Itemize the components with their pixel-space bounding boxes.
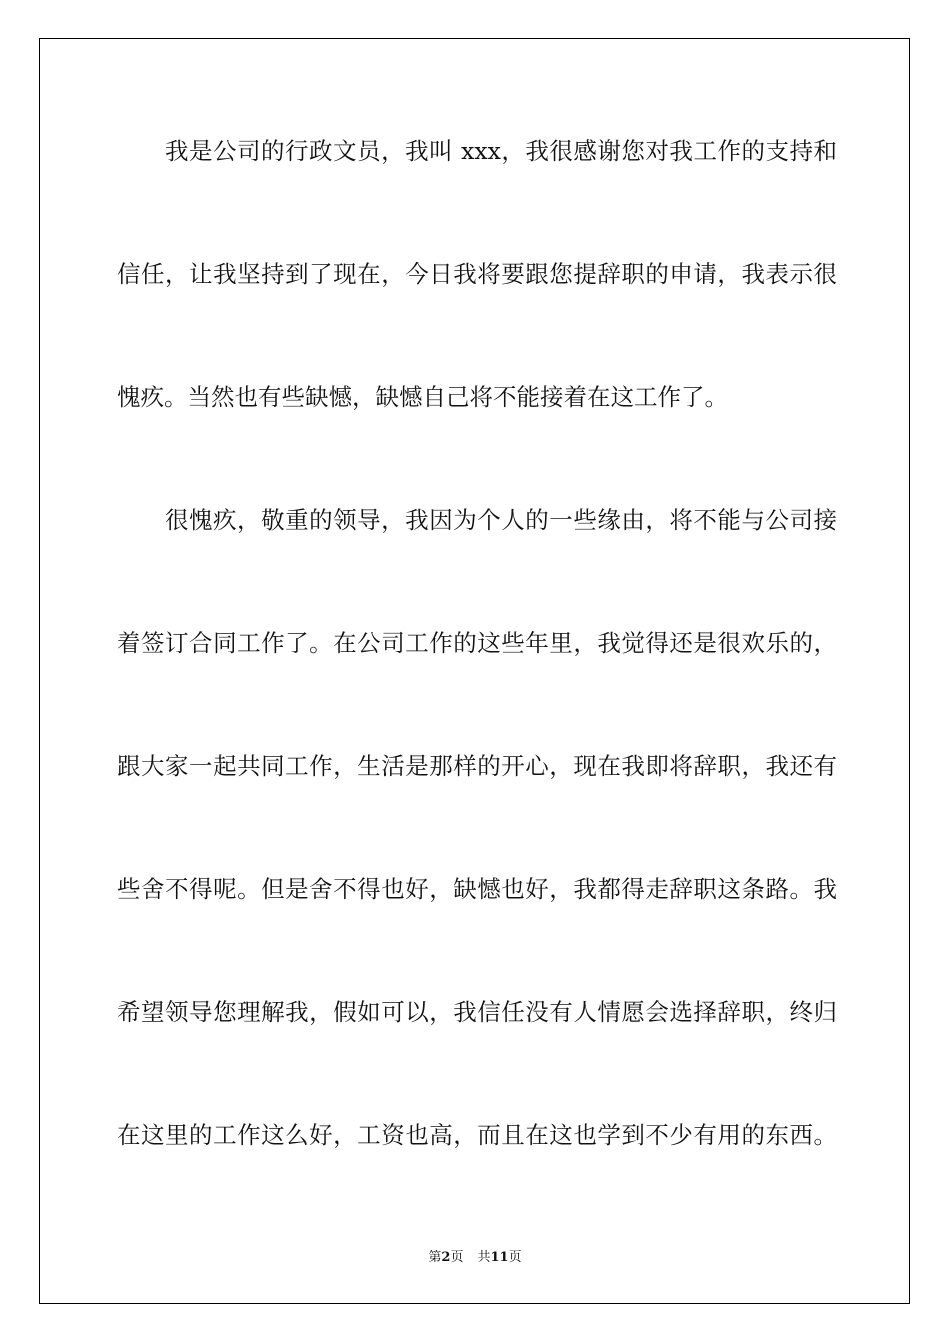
total-suffix: 页 [508, 1250, 522, 1265]
paragraph-2-line-3: 跟大家一起共同工作，生活是那样的开心，现在我即将辞职，我还有 [117, 752, 837, 780]
page-suffix: 页 [450, 1250, 464, 1265]
page-prefix: 第 [428, 1250, 442, 1265]
paragraph-2-line-5: 希望领导您理解我，假如可以，我信任没有人情愿会选择辞职，终归 [117, 998, 837, 1026]
page-footer [0, 1246, 950, 1265]
paragraph-1-line-1: 我是公司的行政文员，我叫 xxx，我很感谢您对我工作的支持和 [165, 137, 837, 165]
paragraph-2-line-4: 些舍不得呢。但是舍不得也好，缺憾也好，我都得走辞职这条路。我 [117, 875, 837, 903]
paragraph-1-line-2: 信任，让我坚持到了现在，今日我将要跟您提辞职的申请，我表示很 [117, 260, 837, 288]
total-prefix: 共 [477, 1250, 491, 1265]
page-number: 2 [441, 1250, 451, 1265]
total-pages: 11 [490, 1250, 509, 1265]
paragraph-2-line-2: 着签订合同工作了。在公司工作的这些年里，我觉得还是很欢乐的， [117, 629, 837, 657]
paragraph-2-line-1: 很愧疚，敬重的领导，我因为个人的一些缘由，将不能与公司接 [165, 506, 837, 534]
paragraph-2-line-6: 在这里的工作这么好，工资也高，而且在这也学到不少有用的东西。 [117, 1121, 837, 1149]
paragraph-1-line-3: 愧疚。当然也有些缺憾，缺憾自己将不能接着在这工作了。 [117, 383, 728, 411]
